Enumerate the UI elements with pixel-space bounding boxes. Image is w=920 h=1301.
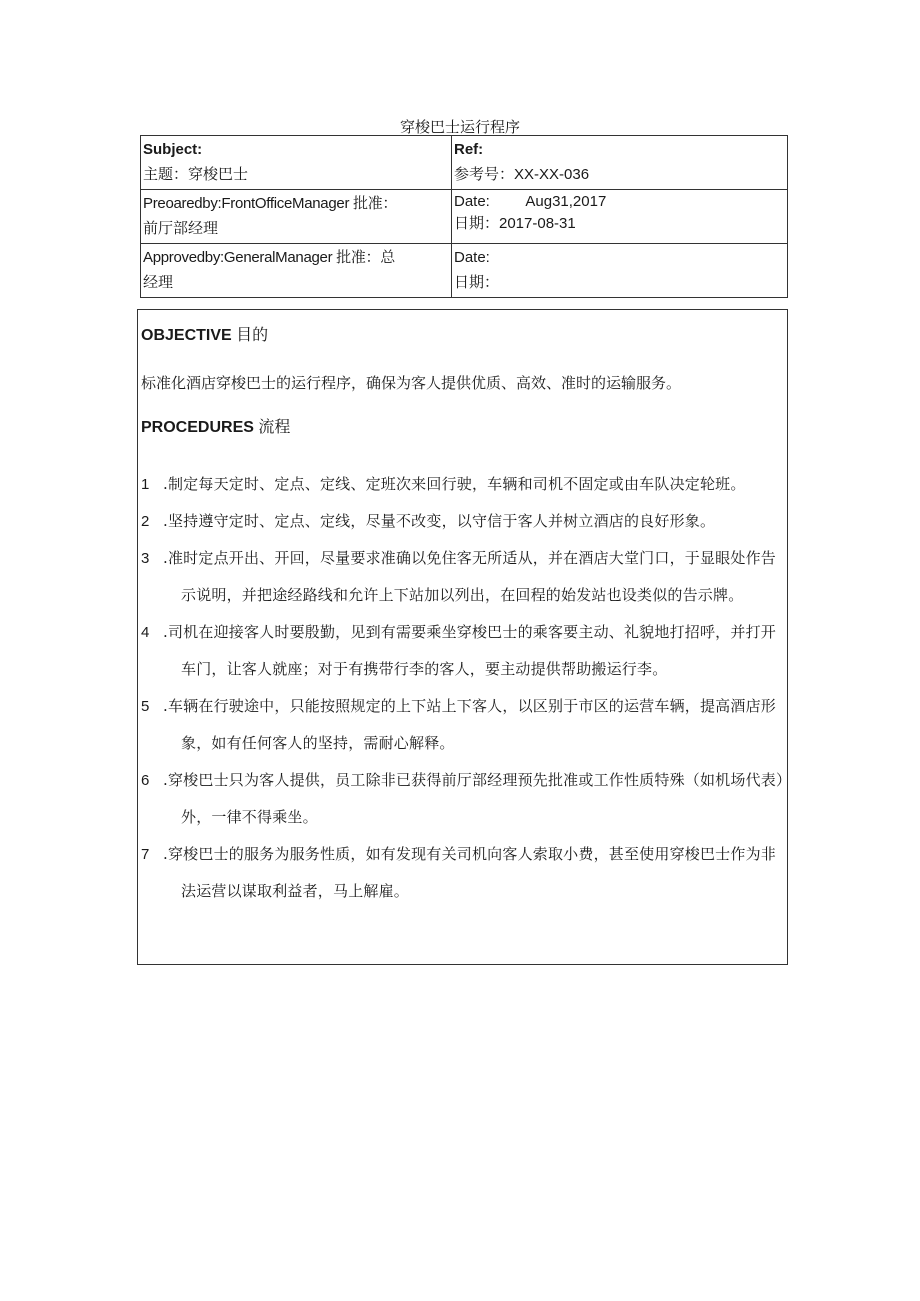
objective-heading	[141, 322, 268, 345]
date1-label: Date:	[454, 193, 490, 210]
document-meta-table	[140, 135, 788, 298]
list-item	[141, 503, 787, 540]
item-text: .制定每天定时、定点、定线、定班次来回行驶，车辆和司机不固定或由车队决定轮班。	[163, 475, 746, 493]
ref-label: Ref:	[454, 141, 484, 158]
objective-heading-cn: 目的	[236, 325, 269, 344]
prepared-cell	[141, 190, 452, 244]
approved-value: 经理	[143, 273, 174, 291]
item-number: 6	[141, 772, 150, 789]
item-number: 5	[141, 698, 150, 715]
date1-cell	[452, 190, 788, 244]
item-text: .穿梭巴士只为客人提供，员工除非已获得前厅部经理预先批准或工作性质特殊（如机场代表）外，一律不得乘坐。	[163, 771, 784, 826]
objective-heading-en: OBJECTIVE	[141, 327, 232, 344]
procedures-heading	[141, 414, 290, 437]
procedures-heading-cn: 流程	[258, 417, 291, 436]
item-number: 1	[141, 476, 150, 493]
ref-value: 参考号：XX-XX-036	[454, 166, 590, 183]
item-text: .准时定点开出、开回，尽量要求准确以免住客无所适从，并在酒店大堂门口，于显眼处作告示说明，并把途经路线和允许上下站加以列出，在回程的始发站也设类似的告示牌。	[163, 549, 776, 604]
procedures-list	[141, 466, 787, 910]
subject-label: Subject:	[143, 141, 203, 158]
prepared-value: 前厅部经理	[143, 219, 219, 237]
list-item	[141, 614, 787, 688]
date2-value-cn: 日期：	[454, 273, 500, 291]
list-item	[141, 836, 787, 910]
content-box	[137, 309, 788, 965]
item-text: .穿梭巴士的服务为服务性质，如有发现有关司机向客人索取小费，甚至使用穿梭巴士作为非法运营以谋取利益者，马上解雇。	[163, 845, 776, 900]
date2-cell	[452, 244, 788, 298]
date1-value-cn: 日期：2017-08-31	[454, 215, 576, 232]
procedures-heading-en: PROCEDURES	[141, 419, 254, 436]
date1-value-en: Aug31,2017	[525, 193, 607, 210]
item-text: .坚持遵守定时、定点、定线，尽量不改变，以守信于客人并树立酒店的良好形象。	[163, 512, 716, 530]
list-item	[141, 540, 787, 614]
objective-text: 标准化酒店穿梭巴士的运行程序，确保为客人提供优质、高效、准时的运输服务。	[141, 374, 682, 392]
approved-label: Approvedby:GeneralManager 批准：总	[143, 249, 395, 266]
item-number: 7	[141, 846, 150, 863]
item-text: .司机在迎接客人时要殷勤，见到有需要乘坐穿梭巴士的乘客要主动、礼貌地打招呼，并打开车门，让客人就座；对于有携带行李的客人，要主动提供帮助搬运行李。	[163, 623, 776, 678]
item-number: 2	[141, 513, 150, 530]
date2-label: Date:	[454, 249, 490, 266]
list-item	[141, 466, 787, 503]
list-item	[141, 762, 787, 836]
item-number: 3	[141, 550, 150, 567]
item-text: .车辆在行驶途中，只能按照规定的上下站上下客人，以区别于市区的运营车辆，提高酒店形象，如有任何客人的坚持，需耐心解释。	[163, 697, 776, 752]
prepared-label: Preoaredby:FrontOfficeManager 批准：	[143, 195, 398, 212]
approved-cell	[141, 244, 452, 298]
document-title: 穿梭巴士运行程序	[399, 118, 520, 136]
subject-cell	[141, 136, 452, 190]
meta-row-approved	[141, 244, 788, 298]
item-number: 4	[141, 624, 150, 641]
meta-row-prepared	[141, 190, 788, 244]
ref-cell	[452, 136, 788, 190]
subject-value: 主题：穿梭巴士	[143, 165, 249, 183]
list-item	[141, 688, 787, 762]
meta-row-subject	[141, 136, 788, 190]
